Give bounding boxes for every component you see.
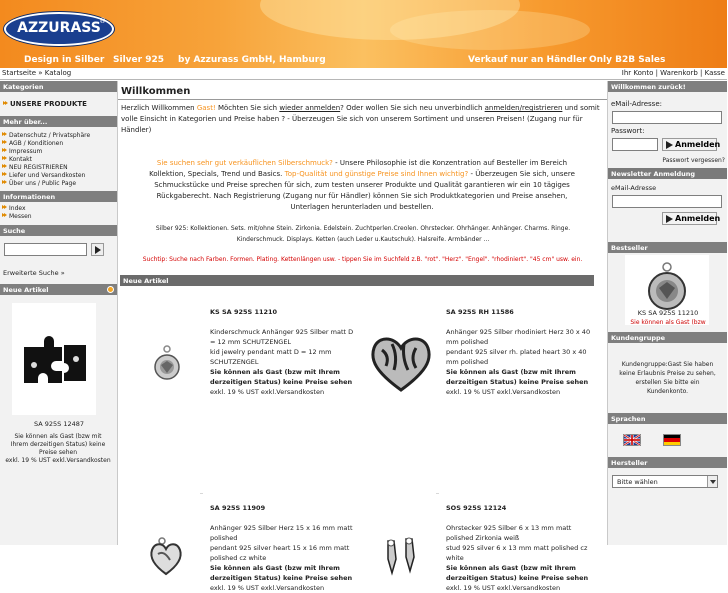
product-image[interactable] (380, 533, 424, 583)
arrow-icon (2, 205, 7, 210)
product-card: KS SA 925S 11210 Kinderschmuck Anhänger 925 Silber matt D = 12 mm SCHUTZENGEL kid jewelry pendant matt D = 12 mm SCHUTZENGEL Sie können als Gast (bzw mit Ihrem derzeitigen Status) keine Preise sehen exkl. 19 % UST exkl.Versandkosten (210, 308, 354, 396)
guest-price-note: Sie können als Gast (bzw mit Ihrem derzeitigen Status) keine Preise sehen (210, 368, 353, 386)
more-link[interactable]: Datenschutz / Privatsphäre (0, 132, 117, 140)
newsletter-email-label: eMail-Adresse (611, 184, 657, 192)
new-article-code[interactable]: SA 925S 12487 (33, 420, 85, 428)
azzurass-logo[interactable]: AZZURASS ® (4, 12, 114, 46)
arrow-icon (2, 172, 7, 177)
site-header (0, 0, 727, 68)
more-link[interactable]: Kontakt (0, 156, 117, 164)
more-link[interactable]: Über uns / Public Page (0, 180, 117, 188)
english-flag-icon[interactable] (623, 434, 641, 446)
product-keywords: Silber 925: Kollektionen. Sets. mit/ohne Stein. Zirkonia. Edelstein. Zuchtperlen.Creolen. Ohrstecker. Ohrhänger. Anhänger. Charms. Ringe. Kinderschmuck. Displays. Ketten (auch Leder u.Kautschuk). Halsreife. Armbänder ... (155, 225, 571, 243)
email-label: eMail-Adresse: (611, 100, 662, 108)
product-card: SA 925S 11909 Anhänger 925 Silber Herz 15 x 16 mm matt polished pendant 925 silver heart 15 x 16 mm matt polished cz white Sie können als Gast (bzw mit Ihrem derzeitigen Status) keine Preise sehen exkl. 19 % UST exkl.Versandkosten (210, 503, 355, 593)
title-divider (118, 99, 607, 100)
search-input[interactable] (4, 243, 87, 256)
product-code[interactable]: SOS 925S 12124 (446, 504, 507, 512)
arrow-icon (2, 164, 7, 169)
new-articles-header: Neue Artikel (120, 275, 594, 286)
guest-price-note: Sie können als Gast (bzw mit Ihrem derzeitigen Status) keine Preise sehen (10, 433, 106, 456)
arrow-icon (2, 140, 7, 145)
arrow-icon (2, 132, 7, 137)
product-card: SOS 925S 12124 Ohrstecker 925 Silber 6 x 13 mm matt polished Zirkonia weiß stud 925 silver 6 x 13 mm matt polished cz white Sie können als Gast (bzw mit Ihrem derzeitigen Status) keine Preise sehen exkl. 19 % UST exkl.Versandkosten (446, 503, 596, 593)
guest-price-note: Sie können als Gast (bzw mit Ihrem derzeitigen Status) keine Preise sehen (446, 368, 589, 386)
arrow-icon (2, 213, 7, 218)
login-link[interactable]: wieder anmelden (279, 104, 341, 112)
logo-text: AZZURASS (17, 20, 101, 36)
manufacturer-select[interactable]: Bitte wählen (612, 475, 718, 488)
newsletter-button[interactable]: Anmelden (662, 212, 717, 225)
arrow-icon (2, 148, 7, 153)
more-header: Mehr über... (0, 116, 117, 127)
login-button[interactable]: Anmelden (662, 138, 717, 151)
arrow-icon (2, 180, 7, 185)
arrow-icon (3, 101, 8, 106)
breadcrumb[interactable]: Startseite » Katalog (2, 69, 72, 77)
register-link[interactable]: anmelden/registrieren (484, 104, 563, 112)
right-sidebar (607, 81, 727, 545)
main-content (118, 81, 607, 592)
left-sidebar (0, 81, 118, 545)
info-link[interactable]: Messen (0, 213, 117, 221)
languages-header: Sprachen (608, 413, 727, 424)
new-articles-header: Neue Artikel (0, 284, 117, 295)
header-slogan: Design in Silber Silver 925 by Azzurass GmbH, Hamburg Verkauf nur an Händler Only B2B Sales (24, 55, 666, 65)
forgot-password-link[interactable]: Passwort vergessen? (662, 157, 725, 164)
product-image[interactable] (152, 343, 182, 385)
guest-price-note: Sie können als Gast (bzw mit Ihrem derzeitigen Status) keine Preise sehen (446, 564, 589, 582)
product-image[interactable] (368, 330, 434, 396)
page-title: Willkommen (121, 86, 191, 97)
play-icon (95, 246, 101, 254)
email-field[interactable] (612, 111, 722, 124)
login-header: Willkommen zurück! (608, 81, 727, 92)
newsletter-email-field[interactable] (612, 195, 722, 208)
more-link[interactable]: Impressum (0, 148, 117, 156)
new-article-image[interactable] (12, 303, 96, 415)
tax-note: exkl. 19 % UST exkl.Versandkosten (5, 457, 111, 464)
info-header: Informationen (0, 191, 117, 202)
more-link[interactable]: Liefer und Versandkosten (0, 172, 117, 180)
product-image[interactable] (148, 536, 184, 576)
product-card: SA 925S RH 11586 Anhänger 925 Silber rhodiniert Herz 30 x 40 mm polished pendant 925 silver rh. plated heart 30 x 40 mm polished Sie können als Gast (bzw mit Ihrem derzeitigen Status) keine Preise sehen exkl. 19 % UST exkl.Versandkosten (446, 307, 596, 397)
bestseller-note: Sie können als Gast (bzw (630, 319, 706, 326)
product-code[interactable]: SA 925S RH 11586 (446, 308, 514, 316)
account-links[interactable]: Ihr Konto | Warenkorb | Kasse (621, 69, 725, 77)
categories-header: Kategorien (0, 81, 117, 92)
password-label: Passwort: (611, 127, 645, 135)
customer-group-header: Kundengruppe (608, 332, 727, 343)
search-header: Suche (0, 225, 117, 236)
guest-price-note: Sie können als Gast (bzw mit Ihrem derzeitigen Status) keine Preise sehen (210, 564, 353, 582)
chevron-down-icon (707, 476, 717, 487)
advanced-search-link[interactable]: Erweiterte Suche » (3, 269, 65, 277)
bestseller-code[interactable]: KS SA 925S 11210 (637, 309, 699, 317)
nav-bar (0, 68, 727, 80)
newsletter-header: Newsletter Anmeldung (608, 168, 727, 179)
bestseller-header: Bestseller (608, 242, 727, 253)
product-code[interactable]: SA 925S 11909 (210, 504, 266, 512)
intro-text: Herzlich Willkommen Gast! Möchten Sie sich wieder anmelden? Oder wollen Sie sich neu unverbindlich anmelden/registrieren und somit volle Einsicht in Kategorien und Preise haben ? - Überzeugen Sie sich von unserem Sortiment und unseren Preisen! (Zugang nur für Händler) (121, 104, 600, 134)
info-link[interactable]: Index (0, 205, 117, 213)
customer-group-text: Kundengruppe:Gast Sie haben keine Erlaubnis Preise zu sehen, erstellen Sie bitte ein Kundenkonto. (619, 361, 716, 395)
password-field[interactable] (612, 138, 658, 151)
more-link[interactable]: AGB / Konditionen (0, 140, 117, 148)
manufacturer-header: Hersteller (608, 457, 727, 468)
arrow-icon (2, 156, 7, 161)
philosophy-text: Sie suchen sehr gut verkäuflichen Silberschmuck? - Unsere Philosophie ist die Konzentration auf Besteller im Bereich Kollektion, Specials, Trend und Basics. Top-Qualität und günstige Preise sind Ihnen wichtig? - Überzeugen Sie sich, unsere Schmuckstücke und Preise sprechen für sich, zum testen unserer Produkte und Qualität garantieren wir ein 10 tägiges Rückgaberecht. Nach Registrierung (Zugang nur für Händler) können Sie sich Produktkategorien und Preise ansehen, Unterlagen herunterladen und bestellen. (149, 159, 575, 211)
product-code[interactable]: KS SA 925S 11210 (210, 308, 278, 316)
rss-icon[interactable] (107, 286, 114, 293)
search-tip: Suchtip: Suche nach Farben. Formen. Plating. Kettenlängen usw. - tippen Sie im Suchfeld z.B. "rot". "Herz". "Engel". "rhodiniert". "45 cm" usw. ein. (142, 256, 583, 263)
more-link[interactable]: NEU REGISTRIEREN (0, 164, 117, 172)
category-products[interactable]: UNSERE PRODUKTE (0, 92, 117, 116)
german-flag-icon[interactable] (663, 434, 681, 446)
search-go-button[interactable] (91, 243, 104, 256)
